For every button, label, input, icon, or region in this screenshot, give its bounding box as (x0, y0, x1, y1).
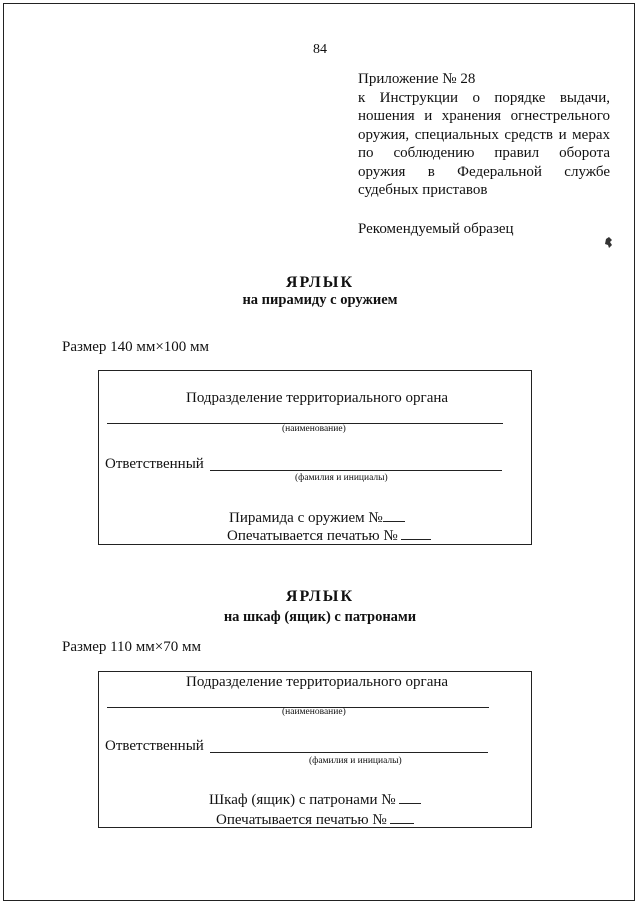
scan-mark-icon (604, 237, 614, 253)
appendix-body-line: ношения и хранения огнестрельного (358, 108, 610, 124)
label2-name-caption: (наименование) (282, 707, 346, 717)
label2-form (98, 671, 532, 828)
appendix-body-line: к Инструкции о порядке выдачи, (358, 89, 610, 106)
label1-item-blank (383, 508, 405, 522)
label1-size: Размер 140 мм×100 мм (62, 339, 210, 355)
label1-item (229, 508, 405, 527)
label2-seal (216, 810, 414, 829)
label1-seal-blank (401, 526, 431, 540)
label2-fio-line (210, 752, 488, 753)
page-number: 84 (313, 42, 327, 57)
label1-seal (227, 526, 431, 545)
label1-seal-text: Опечатывается печатью № (227, 528, 398, 544)
label2-item (209, 790, 421, 809)
label1-title: ЯРЛЫК (285, 274, 355, 291)
label1-name-caption: (наименование) (282, 424, 346, 434)
appendix-title: Приложение № 28 (358, 71, 476, 87)
label2-fio-caption: (фамилия и инициалы) (309, 756, 402, 766)
label1-item-text: Пирамида с оружием № (229, 510, 383, 526)
sample-label: Рекомендуемый образец (358, 220, 514, 237)
label1-fio-line (210, 470, 502, 471)
label1-fio-caption: (фамилия и инициалы) (295, 473, 388, 483)
label1-subtitle: на пирамиду с оружием (242, 292, 398, 308)
label2-subtitle: на шкаф (ящик) с патронами (223, 609, 417, 625)
appendix-header (358, 70, 610, 238)
label2-responsible: Ответственный (105, 738, 204, 754)
label2-division: Подразделение территориального органа (186, 674, 449, 690)
appendix-body-line: оружия в Федеральной службе (358, 163, 610, 180)
label2-item-blank (399, 790, 421, 804)
label1-form (98, 370, 532, 545)
label2-size: Размер 110 мм×70 мм (62, 639, 201, 655)
label2-seal-text: Опечатывается печатью № (216, 812, 387, 828)
appendix-body-line: оружия, специальных средств и мерах (358, 126, 610, 143)
appendix-body-line: по соблюдению правил оборота (358, 145, 610, 161)
label2-title: ЯРЛЫК (285, 588, 355, 605)
label1-responsible: Ответственный (105, 456, 204, 472)
label2-seal-blank (390, 810, 414, 824)
appendix-body-line: судебных приставов (358, 182, 488, 198)
label2-item-text: Шкаф (ящик) с патронами № (209, 792, 396, 808)
label1-division: Подразделение территориального органа (186, 390, 449, 406)
